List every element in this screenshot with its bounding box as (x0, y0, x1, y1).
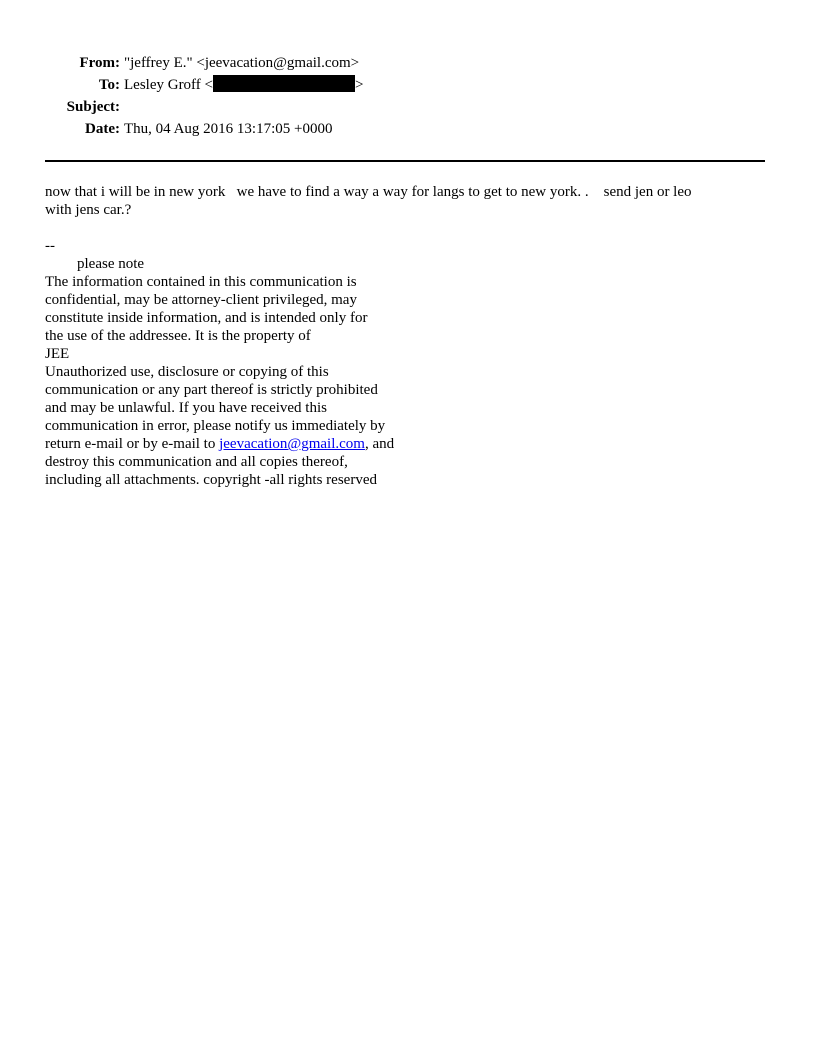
date-value: Thu, 04 Aug 2016 13:17:05 +0000 (124, 121, 333, 137)
disclaimer-line: JEE (45, 346, 70, 362)
signature-separator: -- (45, 238, 55, 254)
to-value (124, 75, 363, 95)
disclaimer-line: including all attachments. copyright -all rights reserved (45, 472, 377, 488)
email-body (45, 183, 765, 489)
disclaimer-line: Unauthorized use, disclosure or copying of this (45, 364, 329, 380)
disclaimer-line: constitute inside information, and is intended only for (45, 310, 368, 326)
message-line: now that i will be in new york we have to find a way a way for langs to get to new york. . send jen or leo (45, 184, 692, 200)
disclaimer-line: communication or any part thereof is strictly prohibited (45, 382, 378, 398)
disclaimer-line: destroy this communication and all copies thereof, (45, 454, 348, 470)
email-link[interactable]: jeevacation@gmail.com (219, 436, 365, 452)
disclaimer-line: The information contained in this communication is (45, 274, 357, 290)
disclaimer-line: and may be unlawful. If you have received this (45, 400, 327, 416)
to-label: To: (98, 77, 120, 93)
to-name: Lesley Groff < (124, 77, 213, 93)
subject-label: Subject: (66, 99, 120, 115)
disclaimer-line-with-link (45, 435, 765, 453)
message-line: with jens car.? (45, 202, 132, 218)
disclaimer-line: the use of the addressee. It is the property of (45, 328, 311, 344)
redaction-bar (213, 75, 355, 92)
please-note-heading: please note (77, 256, 145, 272)
return-prefix: return e-mail or by e-mail to (45, 436, 220, 452)
from-value: "jeffrey E." <jeevacation@gmail.com> (124, 55, 360, 71)
spacer (45, 219, 765, 237)
from-label: From: (79, 55, 120, 71)
disclaimer-line: communication in error, please notify us immediately by (45, 418, 386, 434)
disclaimer-line: confidential, may be attorney-client privileged, may (45, 292, 357, 308)
return-suffix: , and (364, 436, 395, 452)
header-divider (45, 160, 765, 162)
date-label: Date: (85, 121, 120, 137)
to-close: > (355, 77, 364, 93)
